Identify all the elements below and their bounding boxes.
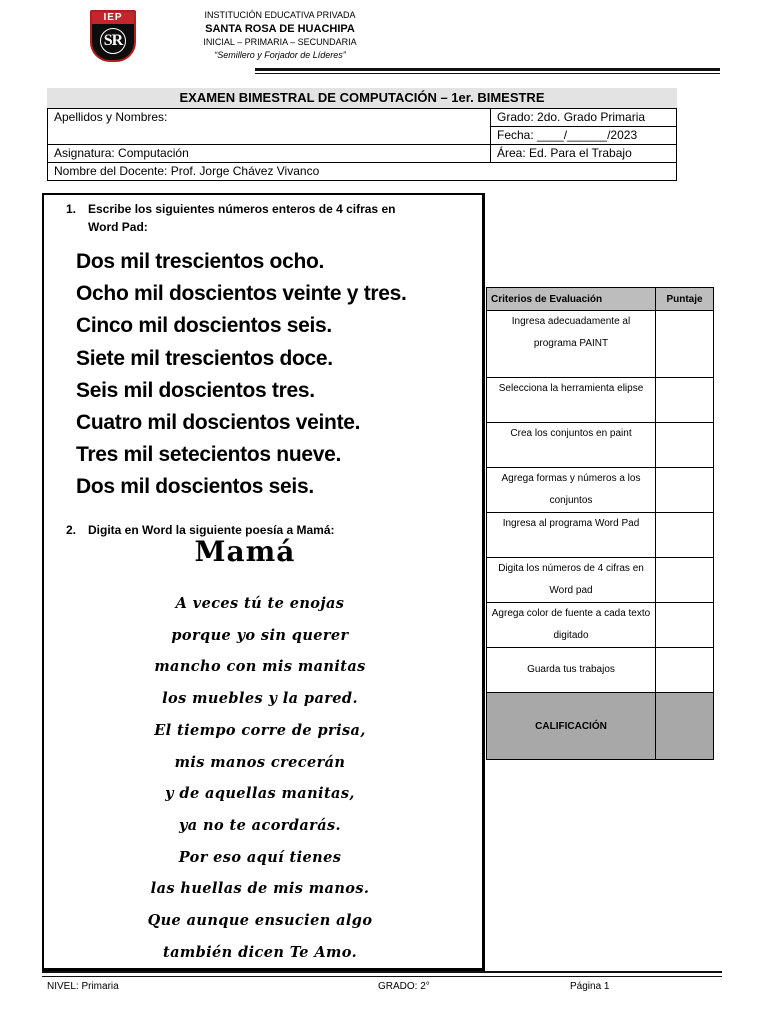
exam-title: EXAMEN BIMESTRAL DE COMPUTACIÓN – 1er. BIMESTRE <box>47 88 677 108</box>
question-1 <box>66 200 446 236</box>
poem-line: Por eso aquí tienes <box>178 848 342 866</box>
date-field[interactable]: Fecha: ____/______/2023 <box>491 127 677 145</box>
student-info-table <box>47 108 677 181</box>
poem-line: las huellas de mis manos. <box>150 880 370 898</box>
footer-rule <box>42 971 722 973</box>
footer-grade: GRADO: 2° <box>378 981 430 992</box>
poem-line: mancho con mis manitas <box>154 658 366 676</box>
grade-field: Grado: 2do. Grado Primaria <box>491 109 677 127</box>
school-logo <box>90 10 136 62</box>
score-cell[interactable] <box>656 648 714 693</box>
criteria-item: Crea los conjuntos en paint <box>487 423 656 468</box>
criteria-header: Criterios de Evaluación <box>487 288 656 311</box>
final-grade-label: CALIFICACIÓN <box>487 693 656 760</box>
subject-field: Asignatura: Computación <box>48 145 491 163</box>
score-cell[interactable] <box>656 423 714 468</box>
number-item: Cuatro mil doscientos veinte. <box>76 411 361 435</box>
score-cell[interactable] <box>656 468 714 513</box>
poem-line: El tiempo corre de prisa, <box>154 721 366 739</box>
number-item: Seis mil doscientos tres. <box>76 378 315 402</box>
school-motto: “Semillero y Forjador de Líderes” <box>214 50 346 60</box>
numbers-list <box>76 246 407 504</box>
number-item: Ocho mil doscientos veinte y tres. <box>76 282 407 306</box>
poem-line: y de aquellas manitas, <box>165 785 355 803</box>
poem-line: porque yo sin querer <box>171 626 349 644</box>
school-name: SANTA ROSA DE HUACHIPA <box>205 23 355 35</box>
logo-monogram: SR <box>100 28 126 54</box>
criteria-item: Ingresa adecuadamente al programa PAINT <box>487 311 656 378</box>
poem-line: A veces tú te enojas <box>175 595 345 612</box>
criteria-item: Agrega color de fuente a cada texto digitado <box>487 603 656 648</box>
number-item: Dos mil trescientos ocho. <box>76 250 325 273</box>
score-header: Puntaje <box>656 288 714 311</box>
footer-rule-thin <box>42 976 722 977</box>
header-rule-thin <box>255 73 720 74</box>
names-field[interactable]: Apellidos y Nombres: <box>48 109 491 145</box>
school-type: INSTITUCIÓN EDUCATIVA PRIVADA <box>204 10 356 20</box>
poem-line: mis manos crecerán <box>174 753 346 771</box>
question-2-text: Digita en Word la siguiente poesía a Mamá: <box>88 523 335 537</box>
footer-level: NIVEL: Primaria <box>47 981 119 992</box>
score-cell[interactable] <box>656 378 714 423</box>
school-header <box>150 9 410 62</box>
criteria-item: Ingresa al programa Word Pad <box>487 513 656 558</box>
teacher-field: Nombre del Docente: Prof. Jorge Chávez Vivanco <box>48 163 677 181</box>
school-levels: INICIAL – PRIMARIA – SECUNDARIA <box>203 37 357 47</box>
footer-page: Página 1 <box>570 981 610 992</box>
question-1-text: Escribe los siguientes números enteros de 4 cifras en <box>88 202 396 216</box>
score-cell[interactable] <box>656 558 714 603</box>
area-field: Área: Ed. Para el Trabajo <box>491 145 677 163</box>
criteria-item: Digita los números de 4 cifras en Word pad <box>487 558 656 603</box>
number-item: Cinco mil doscientos seis. <box>76 314 332 338</box>
criteria-item: Guarda tus trabajos <box>487 648 656 693</box>
question-1-text-line2: Word Pad: <box>88 220 148 234</box>
score-cell[interactable] <box>656 311 714 378</box>
poem-line: también dicen Te Amo. <box>162 943 358 961</box>
logo-text: IEP <box>92 12 134 24</box>
header-rule <box>255 68 720 71</box>
criteria-item: Agrega formas y números a los conjuntos <box>487 468 656 513</box>
poem <box>90 588 430 968</box>
criteria-item: Selecciona la herramienta elipse <box>487 378 656 423</box>
poem-line: ya no te acordarás. <box>178 816 342 834</box>
poem-line: los muebles y la pared. <box>162 690 358 708</box>
question-1-number: 1. <box>66 202 77 216</box>
number-item: Dos mil doscientos seis. <box>76 475 314 499</box>
score-cell[interactable] <box>656 513 714 558</box>
number-item: Siete mil trescientos doce. <box>76 346 333 370</box>
score-cell[interactable] <box>656 603 714 648</box>
question-2-number: 2. <box>66 523 77 537</box>
poem-title: Mamá <box>194 535 296 568</box>
evaluation-criteria-table <box>486 287 714 760</box>
poem-line: Que aunque ensucien algo <box>147 912 373 930</box>
final-grade-cell[interactable] <box>656 693 714 760</box>
number-item: Tres mil setecientos nueve. <box>76 443 342 467</box>
